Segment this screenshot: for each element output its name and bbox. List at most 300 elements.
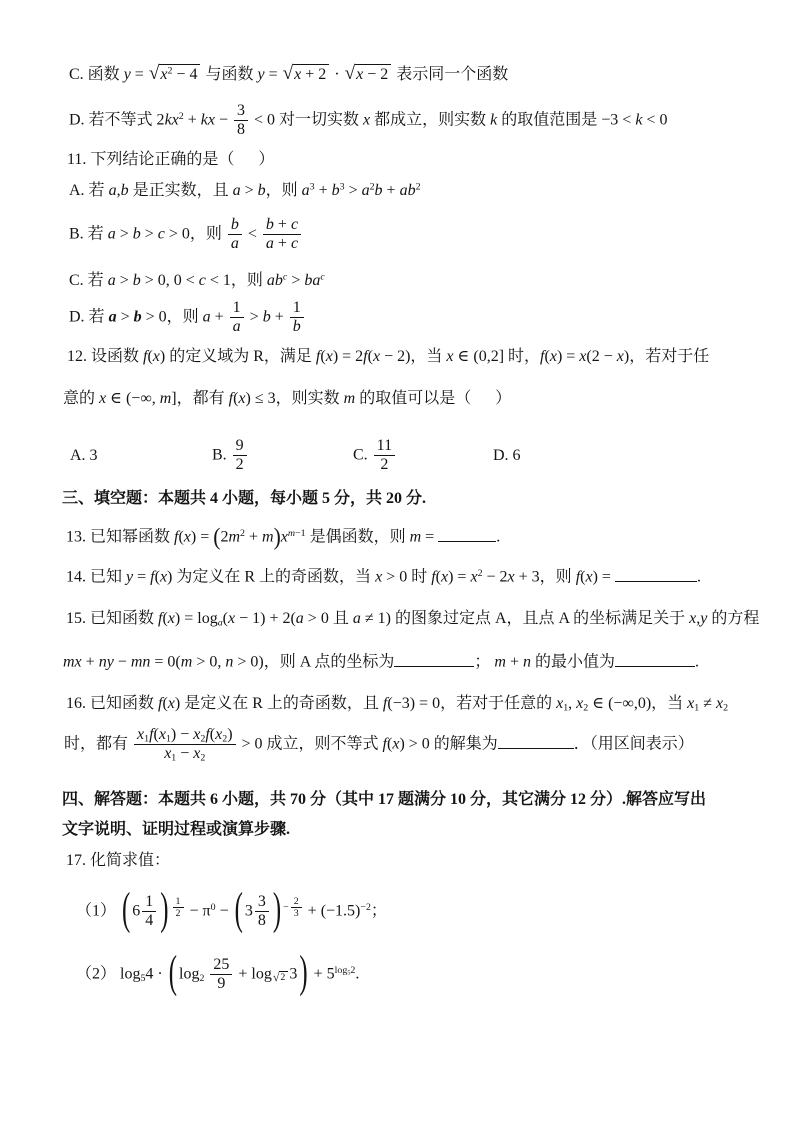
math-variable: b	[374, 182, 383, 199]
text-run: +	[244, 528, 263, 546]
radical	[273, 971, 288, 984]
math-variable: x	[159, 568, 168, 586]
subscript	[200, 753, 205, 764]
math-variable: f	[382, 735, 387, 753]
q15-line-1	[66, 609, 759, 630]
text-run: 12. 设函数	[67, 348, 144, 365]
superscript	[335, 965, 356, 976]
math-variable-bold: a	[108, 308, 117, 326]
text-run: 11	[376, 437, 393, 454]
text-run: > 0,	[192, 653, 226, 671]
text-run: (	[544, 348, 550, 365]
text-run: 5	[140, 973, 146, 985]
text-run	[204, 966, 208, 983]
text-run: − 1) + 2(	[235, 610, 296, 627]
q12-option-a	[70, 446, 98, 467]
text-run: A. 3	[70, 447, 98, 464]
text-run: + 2	[301, 66, 327, 83]
math-variable: a	[107, 272, 116, 289]
math-variable: x	[238, 390, 246, 407]
math-variable: a	[232, 182, 241, 199]
text-run: −	[215, 902, 233, 920]
text-run: 的方程	[707, 610, 760, 627]
text-run: =	[133, 568, 151, 586]
text-run: −	[214, 111, 232, 129]
text-run: 1	[144, 733, 150, 745]
text-run: 0	[210, 902, 216, 914]
math-variable: b	[132, 225, 141, 243]
math-variable: x	[167, 610, 175, 627]
math-variable: x	[227, 610, 236, 627]
text-run: (	[435, 568, 441, 586]
big-paren: (	[168, 948, 177, 999]
math-variable: b	[265, 216, 274, 233]
math-variable: x	[215, 726, 223, 743]
answer-blank	[615, 652, 695, 667]
q11-option-b-line	[69, 216, 303, 254]
math-variable: f	[315, 348, 321, 365]
math-variable: f	[228, 390, 234, 407]
math-variable: x	[167, 695, 175, 712]
text-run: < 0	[642, 111, 668, 129]
text-run: (	[153, 726, 159, 743]
math-variable: f	[540, 348, 545, 365]
text-run: 都成立，则实数	[370, 111, 491, 129]
text-run: < 1，则	[205, 272, 267, 289]
text-run: 3	[236, 102, 245, 119]
text-run: > 0)，则 A 点的坐标为	[233, 653, 395, 671]
text-run: （1）	[76, 902, 121, 920]
text-run: ≠ 1) 的图象过定点 A，且点 A 的坐标满足关于	[360, 610, 690, 627]
q17-part-1-line	[76, 885, 387, 936]
text-run: 2	[280, 972, 286, 984]
text-run: 6	[132, 902, 141, 920]
text-run: .	[496, 528, 501, 546]
text-run: − π	[185, 902, 211, 920]
text-run: <	[243, 225, 261, 243]
text-run: >	[115, 225, 133, 243]
q14-line	[66, 567, 701, 588]
q16-line-1	[66, 694, 728, 715]
text-run: 表示同一个函数	[392, 66, 509, 83]
text-run: 意的	[63, 390, 100, 407]
text-run: (	[233, 390, 239, 407]
math-variable: m	[159, 390, 172, 407]
fraction	[233, 437, 247, 475]
fraction	[255, 893, 269, 931]
math-variable: a	[107, 225, 116, 243]
q12-option-b	[212, 437, 249, 475]
text-run: +	[273, 216, 291, 233]
text-run: 2	[200, 752, 206, 764]
math-variable: x	[470, 568, 478, 586]
text-run: ；	[370, 902, 387, 920]
radical	[283, 64, 330, 85]
text-run: )	[227, 726, 233, 743]
text-run: C. 函数	[69, 66, 124, 83]
math-variable: m	[287, 528, 296, 540]
radical-sign-icon: √	[344, 63, 356, 84]
subscript	[723, 702, 728, 713]
text-run: C. 若	[69, 272, 108, 289]
text-run: (	[162, 695, 168, 712]
text-run: 与函数	[201, 66, 258, 83]
math-variable: a	[232, 318, 241, 336]
answer-blank	[394, 652, 474, 667]
math-variable: a	[217, 617, 223, 629]
text-run: 15. 已知函数	[66, 610, 159, 627]
subscript	[272, 970, 289, 985]
text-run: 1	[232, 299, 241, 316]
fraction	[134, 726, 236, 764]
text-run: 9	[217, 975, 226, 993]
text-run: ) > 0 的解集为	[399, 735, 498, 753]
text-run: 的最小值为	[530, 653, 615, 671]
text-run: 2	[167, 65, 173, 77]
text-run: (2 −	[586, 348, 617, 365]
text-run: >	[140, 225, 158, 243]
text-run: .	[696, 568, 701, 586]
q12-option-d	[493, 446, 521, 467]
text-run: ·	[330, 66, 344, 83]
math-variable: x	[193, 726, 201, 743]
text-run: D. 若	[69, 308, 109, 326]
math-variable: kx	[164, 111, 179, 129]
text-run: +	[183, 111, 201, 129]
math-variable: c	[157, 225, 165, 243]
text-run: 1	[145, 893, 154, 910]
math-variable: m	[409, 528, 422, 546]
math-variable: a	[108, 182, 117, 199]
text-run: ,	[568, 695, 577, 712]
fraction	[291, 896, 302, 920]
math-variable: ny	[98, 653, 114, 671]
text-run: 17. 化简求值：	[66, 852, 171, 869]
math-variable: x	[325, 348, 333, 365]
math-variable: x	[687, 695, 695, 712]
fraction	[290, 299, 304, 337]
text-run: − 2	[482, 568, 508, 586]
text-run: ∈ (−∞,0)，当	[588, 695, 688, 712]
text-run: 14. 已知	[66, 568, 127, 586]
section-4-header-line-1	[62, 790, 706, 811]
text-run: − 2	[363, 66, 389, 83]
text-run: ) =	[592, 568, 615, 586]
text-run: 16. 已知函数	[66, 695, 159, 712]
text-run: ) = log	[174, 610, 218, 627]
fraction	[263, 216, 301, 254]
text-run: 25	[213, 956, 230, 973]
text-run: ，则	[265, 182, 302, 199]
math-variable: x	[280, 528, 288, 546]
section-3-header	[62, 489, 426, 510]
math-variable: y	[257, 66, 265, 83]
text-run: >	[115, 272, 133, 289]
math-variable: x	[585, 568, 593, 586]
math-variable: x	[576, 695, 584, 712]
text-run: 4	[145, 912, 154, 930]
fraction	[142, 893, 156, 931]
math-variable: a	[361, 182, 370, 199]
math-variable: x	[193, 745, 201, 763]
text-run: 8	[257, 912, 266, 930]
text-run: 2	[200, 733, 206, 745]
fraction	[228, 216, 242, 254]
text-run: 的取值可以是（ ）	[355, 390, 512, 407]
answer-blank	[438, 527, 496, 542]
text-run: (−3) = 0，若对于任意的	[387, 695, 557, 712]
text-run: (	[147, 348, 153, 365]
text-run: ∈ (−∞,	[106, 390, 160, 407]
math-variable: x	[372, 348, 381, 365]
text-run: ．（用区间表示）	[573, 735, 694, 753]
math-variable: x	[375, 568, 383, 586]
math-variable: x	[152, 348, 160, 365]
text-run: +	[81, 653, 99, 671]
fraction	[173, 896, 184, 920]
text-run: (	[387, 735, 393, 753]
text-run: (	[580, 568, 586, 586]
text-run: 8	[236, 121, 245, 139]
math-variable: x	[446, 348, 454, 365]
text-run: （2） log	[76, 965, 141, 983]
text-run: −2	[360, 902, 371, 914]
big-paren: (	[122, 885, 131, 936]
superscript	[171, 895, 186, 920]
text-run: 2	[178, 111, 184, 123]
text-run: >	[287, 272, 305, 289]
text-run: (	[209, 726, 216, 743]
text-run: 1	[292, 299, 301, 316]
text-run: 5	[347, 970, 351, 977]
text-run: 2	[235, 456, 244, 474]
text-run: (	[154, 568, 160, 586]
math-variable: ab	[266, 272, 283, 289]
q12-option-c	[353, 437, 397, 475]
superscript	[416, 182, 421, 193]
fraction	[234, 102, 248, 140]
text-run: +	[382, 182, 400, 199]
text-run: 1	[175, 895, 181, 907]
math-variable: y	[126, 568, 134, 586]
superscript	[283, 895, 304, 920]
math-variable: a	[352, 610, 361, 627]
text-run: 2	[240, 528, 245, 540]
math-variable: x	[363, 111, 371, 129]
math-variable: y	[700, 610, 708, 627]
math-variable: k	[635, 111, 643, 129]
math-variable: x	[549, 348, 557, 365]
text-run: +	[314, 182, 332, 199]
math-variable: k	[490, 111, 498, 129]
text-run: 2	[369, 181, 375, 193]
text-run: + 3，则	[514, 568, 576, 586]
text-run: ) =	[190, 528, 214, 546]
text-run: (	[367, 348, 373, 365]
math-variable: c	[290, 235, 299, 253]
text-run: ) = 2	[332, 348, 364, 365]
math-variable: f	[143, 348, 148, 365]
math-variable: x	[579, 348, 587, 365]
text-run: > 0 成立，则不等式	[237, 735, 383, 753]
text-run: 2	[350, 965, 356, 977]
fraction	[230, 299, 244, 337]
text-run: + 5	[309, 965, 335, 983]
fraction	[210, 956, 232, 994]
text-run: 的取值范围是 −3 <	[497, 111, 636, 129]
superscript	[360, 902, 371, 913]
text-run: ∈ (0,2] 时，	[453, 348, 541, 365]
math-variable: a	[295, 610, 304, 627]
text-run: + log	[234, 965, 272, 983]
text-run: 1	[165, 733, 171, 745]
math-variable: x	[556, 695, 564, 712]
math-variable: a	[265, 235, 274, 253]
text-run: ,	[696, 610, 701, 627]
text-run: (	[222, 610, 228, 627]
text-run: − 4	[172, 66, 198, 83]
radical-sign-icon: √	[272, 970, 280, 985]
text-run: > 0，则	[141, 308, 203, 326]
text-run: 3	[293, 908, 299, 920]
text-run: >	[245, 308, 263, 326]
text-run: +	[273, 235, 291, 253]
section-4-header-line-2	[62, 820, 290, 841]
math-variable: c	[290, 216, 299, 233]
math-variable: m	[494, 653, 506, 671]
math-variable: f	[150, 568, 155, 586]
text-run: 2	[175, 908, 181, 920]
text-run: D. 若不等式 2	[69, 111, 165, 129]
math-variable: x	[356, 66, 364, 83]
text-run: 2	[220, 528, 229, 546]
math-variable: x	[137, 726, 145, 743]
big-paren: )	[299, 948, 308, 999]
radical-sign-icon: √	[148, 63, 160, 84]
math-variable: a	[202, 308, 211, 326]
text-run: +	[270, 308, 288, 326]
big-paren: )	[273, 523, 281, 551]
math-variable: f	[382, 695, 388, 712]
math-variable: n	[225, 653, 234, 671]
math-variable: mn	[130, 653, 151, 671]
text-run: 2	[723, 702, 729, 714]
text-run: 文字说明、证明过程或演算步骤.	[62, 821, 291, 838]
big-paren: (	[234, 885, 243, 936]
text-run: ；	[474, 653, 495, 671]
math-variable: f	[431, 568, 436, 586]
math-variable: f	[174, 528, 179, 546]
q11-option-d-line	[69, 299, 306, 337]
math-variable: mx	[63, 653, 82, 671]
text-run: 2	[380, 456, 389, 474]
text-run: 2	[477, 568, 483, 580]
math-variable: f	[363, 348, 368, 365]
text-run: .	[695, 653, 699, 671]
q11-stem-line	[67, 150, 274, 171]
text-run: 3	[309, 181, 315, 193]
math-variable: x	[158, 726, 166, 743]
text-run: (	[162, 610, 168, 627]
math-variable: x	[616, 348, 624, 365]
text-run: = 0(	[150, 653, 181, 671]
text-run: 2	[222, 733, 228, 745]
text-run: −1	[295, 528, 306, 540]
math-variable: x	[689, 610, 697, 627]
text-run: ) −	[170, 726, 194, 743]
text-run: C.	[353, 446, 372, 464]
math-variable: ab	[399, 182, 416, 199]
text-run: A. 若	[69, 182, 109, 199]
big-paren: (	[213, 523, 221, 551]
text-run: ,	[116, 182, 121, 199]
text-run: (	[178, 528, 184, 546]
math-variable: b	[132, 272, 141, 289]
text-run: 2	[293, 895, 299, 907]
big-paren: )	[272, 885, 282, 936]
math-variable: x	[183, 528, 191, 546]
q17-part-2-line	[76, 948, 360, 999]
text-run: .	[355, 965, 360, 983]
math-variable: m	[262, 528, 274, 546]
text-run: 四、解答题：本题共 6 小题，共 70 分（其中 17 题满分 10 分，其它满分 12 分）.解答应写出	[62, 791, 707, 808]
q11-option-c-line	[69, 271, 325, 292]
text-run: 2	[583, 702, 589, 714]
text-run: ) 的定义域为 R，满足	[159, 348, 316, 365]
text-run: −	[113, 653, 131, 671]
text-run: =	[264, 66, 282, 83]
text-run: > 0, 0 <	[140, 272, 199, 289]
text-run: > 0，则	[164, 225, 226, 243]
math-variable: a	[230, 235, 239, 253]
math-variable: x	[507, 568, 515, 586]
math-variable: f	[149, 726, 154, 743]
math-variable-bold: b	[133, 308, 142, 326]
answer-blank	[615, 567, 697, 582]
math-variable: kx	[200, 111, 215, 129]
radical	[345, 64, 392, 85]
text-run: 3	[289, 965, 298, 983]
math-variable: b	[120, 182, 129, 199]
math-variable: ba	[304, 272, 321, 289]
text-run: −	[176, 745, 194, 763]
text-run: − 2)，当	[380, 348, 447, 365]
math-variable: m	[180, 653, 193, 671]
q12-stem-line-2	[63, 389, 511, 410]
q12-stem-line-1	[67, 347, 709, 368]
text-run: ≠	[699, 695, 716, 712]
math-variable: b	[257, 182, 266, 199]
text-run: 13. 已知幂函数	[66, 528, 175, 546]
text-run: 1	[171, 752, 177, 764]
text-run: 3	[339, 181, 345, 193]
math-variable: x	[716, 695, 724, 712]
math-variable: x	[392, 735, 400, 753]
text-run: 9	[235, 437, 244, 454]
text-run: D. 6	[493, 447, 521, 464]
math-variable: y	[123, 66, 131, 83]
math-variable: x	[164, 745, 172, 763]
math-variable: f	[575, 568, 581, 586]
math-variable: x	[160, 66, 168, 83]
text-run: +	[210, 308, 228, 326]
text-run: log	[179, 965, 200, 983]
text-run: ) =	[448, 568, 471, 586]
text-run: ) 为定义在 R 上的奇函数，当	[167, 568, 376, 586]
text-run: >	[240, 182, 258, 199]
q17-stem-line	[66, 851, 170, 872]
text-run: +	[505, 653, 523, 671]
